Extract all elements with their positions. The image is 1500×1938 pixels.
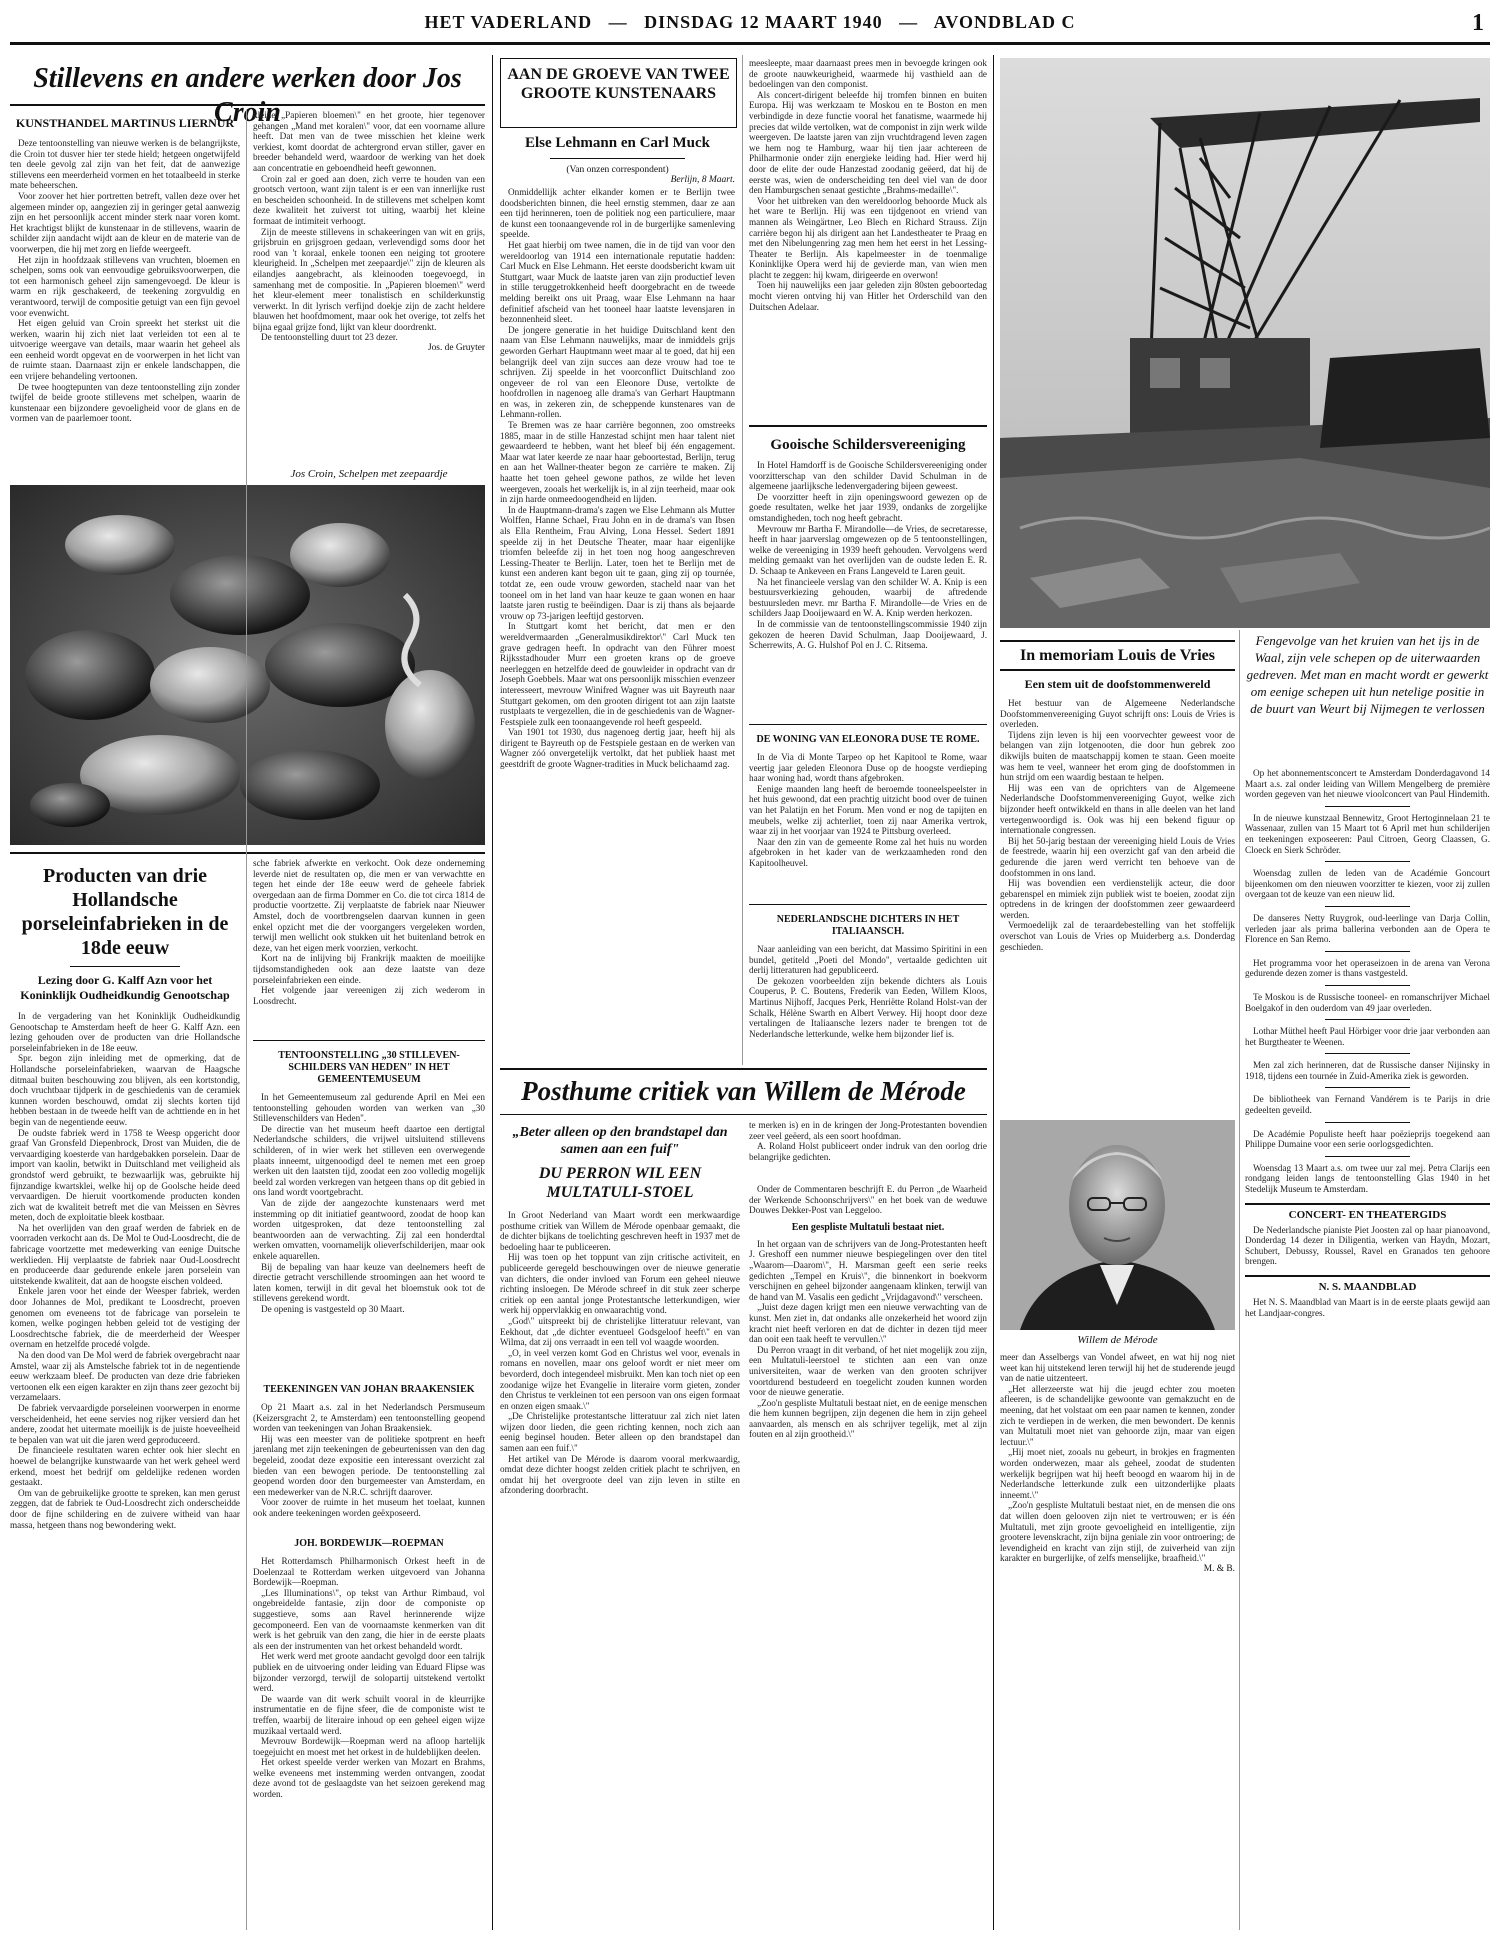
croin-closing: De tentoonstelling duurt tot 23 dezer. xyxy=(261,332,398,343)
maandblad-text: Het N. S. Maandblad van Maart is in de eerste plaats gewijd aan het Landjaar-congres. xyxy=(1245,1297,1490,1318)
divider xyxy=(749,904,987,905)
merode-portrait-image xyxy=(1000,1120,1235,1330)
shells-still-life-photo xyxy=(10,485,485,845)
duse-article: DE WONING VAN ELEONORA DUSE TE ROME. In de Via di Monte Tarpeo op het Kapitool te Rome, waar veertig jaar geleden Eleonora Duse op de hoogste verdieping haar woning had, wordt thans afgebroken. Eenige maanden lang heeft de beroemde tooneelspeelster in het huis gewoond, dat een prachtig uitzicht bood over de tuinen van het Palatijn en het Forum. Men vond er nog de tapijten en meubels, welke zij achterliet, toen zij naar Amerika vertrok, waar zij in het voorjaar van 1924 te Pittsburg overleed. Naar den zin van de gemeente Rome zal het huis nu worden afgebroken in het kader van de werkzaamheden rond den Kapitoolheuvel. xyxy=(749,734,987,868)
groeve-dateline: Berlijn, 8 Maart. xyxy=(670,175,735,185)
crane-caption: Fengevolge van het kruien van het ijs in de Waal, zijn vele schepen op de uiterwaarden gedreven. Met man en macht wordt er gewerkt om eenige schepen uit hun netelige positie in de buurt van Weurt bij Nijmegen te verlossen xyxy=(1246,633,1489,716)
braakensiek-lead: Op 21 Maart a.s. zal in het Nederlandsch Persmuseum (Keizersgracht 2, te Amsterdam) een tentoonstelling geopend worden van teekeningen van Johan Braakensiek. xyxy=(253,1402,485,1434)
croin-column-2: kleine „Papieren bloemen\" en het groote, hier tegenover gehangen „Mand met koralen\" voor, dat een voorname allure heeft. Dat men van de twee misschien het kleine werk verkiest, komt doordat de achtergrond ervan stiller, gaver en breeder behandeld werd, waardoor de werking van het doek aan concentratie en geboendheid heeft gewonnen. Croin zal er goed aan doen, zich verre te houden van een grootsch vertoon, want zijn talent is er een van innerlijke rust en bescheiden schoonheid. In de stillevens met schelpen komt deze kwaliteit het zuiverst tot uiting, waarbij het kleine formaat de intimiteit verhoogt. Zijn de meeste stillevens in schakeeringen van wit en grijs, grijsbruin en grijsgroen gedaan, verlevendigd soms door het rood van 't koraal, enkele toonen een neiging tot grootere kleurigheid. In „Schelpen met zeepaardje\" zijn de kleuren als eilandjes aangebracht, als kleinooden toegevoegd, in samenhang met de compositie. In „Papieren bloemen\" werd het kleur-element meer tonalistisch en schilderkunstig verwerkt. In dit lyrisch verfijnd doekje zijn de zacht heldere blauwen het hoofdmoment, maar ook het overige, tot zelfs het bijna egaal grijze fond, lijkt van kleur doordrenkt. De tentoonstelling duurt tot 23 dezer. Jos. de Gruyter xyxy=(253,110,485,354)
vries-para2: Vermoedelijk zal de teraardebestelling van het stoffelijk overschot van Louis de Vries op Muiderberg a.s. Donderdag geschieden. xyxy=(1000,920,1235,952)
vries-subhead: Een stem uit de doofstommenwereld xyxy=(1024,677,1211,691)
gemeentemuseum-article: TENTOONSTELLING „30 STILLEVEN-SCHILDERS VAN HEDEN" IN HET GEMEENTEMUSEUM In het Gemeentemuseum zal gedurende April en Mei een tentoonstelling gehouden worden van werken van „30 Stillevenschilders van Heden". De directie van het museum heeft daartoe een dertigtal Nederlandsche schilders, die vrijwel uitsluitend stillevens schilderen, of in wier werk het stilleven een overwegende plaats inneemt, uitgenoodigd deel te nemen met een groep werken uit den laatsten tijd, zoodat een zoo volledig mogelijk beeld zal worden verkregen van hetgeen thans op dit gebied in ons land wordt voortgebracht. Van de zijde der aangezochte kunstenaars werd met instemming op dit initiatief geantwoord, zoodat de hoop kan worden uitgesproken, dat deze tentoonstelling zal beantwoorden aan de verwachting. Zij zal een honderdtal werken omvatten, voornamelijk olieverfschilderijen, maar ook enkele aquarellen. Bij de bepaling van haar keuze van deelnemers heeft de directie getracht verschillende stroomingen aan het woord te laten komen, terwijl in dit geval het bloemstuk ook tot de stillevens gerekend wordt. De opening is vastgesteld op 30 Maart. xyxy=(253,1050,485,1314)
gooische-lead: In Hotel Hamdorff is de Gooische Schildersvereeniging onder voorzitterschap van den schilder David Schulman in de algemeene jaarlijksche ledenvergadering bijeen geweest. xyxy=(749,460,987,492)
bordewijk-lead: Het Rotterdamsch Philharmonisch Orkest heeft in de Doelenzaal te Rotterdam werken uitgevoerd van Johanna Bordewijk—Roepman. xyxy=(253,1556,485,1588)
posthume-quote: „Beter alleen op den brandstapel dan samen aan een fuif" xyxy=(512,1125,728,1157)
duse-lead: In de Via di Monte Tarpeo op het Kapitool te Rome, waar veertig jaar geleden Eleonora Duse op de hoogste verdieping haar woning had, wordt thans afgebroken. xyxy=(749,752,987,784)
news-muthel: Lothar Müthel heeft Paul Hörbiger voor drie jaar verbonden aan het Burgtheater te Weenen. xyxy=(1245,1026,1490,1047)
porcelain-headline: Producten van drie Hollandsche porseleinfabrieken in de 18de eeuw xyxy=(21,865,229,959)
column-rule xyxy=(742,55,743,1065)
gemeentemuseum-lead: In het Gemeentemuseum zal gedurende April en Mei een tentoonstelling gehouden worden van werken van „30 Stillevenschilders van Heden". xyxy=(253,1092,485,1124)
posthume-signature: M. & B. xyxy=(1203,1563,1235,1574)
porcelain-lead: In de vergadering van het Koninklijk Oudheidkundig Genootschap te Amsterdam heeft de heer G. Kalff Azn. een lezing gehouden over de producten van drie Hollandsche porseleinfabrieken in de 18e eeuw. xyxy=(10,1011,240,1053)
column-rule xyxy=(492,55,493,1930)
croin-lead: Deze tentoonstelling van nieuwe werken is de belangrijkste, die Croin tot dusver hier ter stede hield; hetgeen ongetwijfeld ten deele gevolg zal zijn van het feit, dat de aanwezige stillevens een meerderheid vormen en het totaalbeeld in sterke mate beheerschen. xyxy=(10,138,240,191)
divider xyxy=(10,104,485,106)
news-clarijs: Woensdag 13 Maart a.s. om twee uur zal mej. Petra Clarijs een rondgang leiden langs de tentoonstelling Glas 1940 in het Stedelijk Museum te Amsterdam. xyxy=(1245,1162,1490,1195)
vries-lead: Het bestuur van de Algemeene Nederlandsche Doofstommenvereeniging Guyot schrijft ons: Louis de Vries is overleden. xyxy=(1000,698,1235,730)
gemeentemuseum-head: TENTOONSTELLING „30 STILLEVEN-SCHILDERS VAN HEDEN" IN HET GEMEENTEMUSEUM xyxy=(278,1050,460,1085)
shells-image xyxy=(10,485,485,845)
dichters-article: NEDERLANDSCHE DICHTERS IN HET ITALIAANSCH. Naar aanleiding van een bericht, dat Massimo Spiritini in een bundel, getiteld „Poeti del Mondo", vertaalde gedichten uit derlij litteraturen had gepubliceerd. De gekozen voorbeelden zijn bekende dichters als Louis Couperus, P. C. Boutens, Frederik van Eeden, Willem Kloos, Martinus Nijhoff, Jacques Perk, Henriëtte Roland Holst-van der Schalk, Hélène Swarth en Albert Verwey. Hij hoopt door deze vertalingen de Italiaansche lezers nader te brengen tot de Nederlandsche letterkunde, welke hem bijzonder lief is. xyxy=(749,914,987,1039)
porcelain-subhead: Lezing door G. Kalff Azn voor het Koninklijk Oudheidkundig Genootschap xyxy=(20,973,230,1002)
posthume-headline: Posthume critiek van Willem de Mérode xyxy=(521,1076,966,1106)
divider xyxy=(500,1068,987,1070)
croin-photo-caption: Jos Croin, Schelpen met zeepaardje xyxy=(290,468,448,480)
croin-subhead: KUNSTHANDEL MARTINUS LIERNUR xyxy=(15,116,235,130)
posthume-column-2-top: te merken is) en in de kringen der Jong-Protestanten bovendien zeer veel geëerd, als een soort hoofdman. A. Roland Holst publiceert onder indruk van den oorlog drie belangrijke gedichten. xyxy=(749,1120,987,1162)
gooische-article: Gooische Schildersvereeniging In Hotel Hamdorff is de Gooische Schildersvereeniging onder voorzitterschap van den schilder David Schulman in de algemeene jaarlijksche ledenvergadering bijeen geweest. De voorzitter heeft in zijn openingswoord gewezen op de goede resultaten, welke het jaar 1939, ondanks de zorgelijke omstandigheden, toch nog heeft gebracht. Mevrouw mr Bartha F. Mirandolle—de Vries, de secretaresse, heeft in haar jaarverslag omgewezen op de 5 tentoonstellingen, welke de vereeniging in 1939 heeft gehouden. Vervolgens werd melding gemaakt van het overlijden van de oudste leden E. R. D. Schaap te Ankeveen en Frans Langeveld te Laren geuit. Na het financieele verslag van den schilder W. A. Knip is een bestuursverkiezing gehouden, waarbij de aftredende bestuursleden mevr. mr Bartha F. Mirandolle—de Vries en de schilders Jaap Dooijewaard en W. A. Knip werden herkozen. In de commissie van de tentoonstellingscommissie 1940 zijn gekozen de heeren David Schulman, Jaap Dooijewaard, J. Scherrewits, A. G. Hulshof Pol en J. C. Ritsema. xyxy=(749,437,987,651)
divider xyxy=(749,724,987,725)
crane-image xyxy=(1000,58,1490,628)
masthead-rule xyxy=(10,42,1490,45)
groeve-headline-box xyxy=(500,58,737,128)
posthume-subhead: DU PERRON WIL EEN MULTATULI-STOEL xyxy=(538,1165,702,1201)
dichters-lead: Naar aanleiding van een bericht, dat Massimo Spiritini in een bundel, getiteld „Poeti del Mondo", vertaalde gedichten uit derlij litteraturen had gepubliceerd. xyxy=(749,944,987,976)
masthead-line xyxy=(10,12,1490,33)
news-nijinsky: Men zal zich herinneren, dat de Russische danser Nijinsky in 1918, tijdens een tournée in Zuid-Amerika ziek is geworden. xyxy=(1245,1060,1490,1081)
posthume-lead: In Groot Nederland van Maart wordt een merkwaardige posthume critiek van Willem de Mérode openbaar gemaakt, die de dichter bijkans de toelichting geschreven heeft in 1937 met de bedoeling haar te publiceeren. xyxy=(500,1210,740,1252)
news-verona: Het programma voor het operaseizoen in de arena van Verona gedurende dezen zomer is thans vastgesteld. xyxy=(1245,957,1490,979)
news-moskou: Te Moskou is de Russische tooneel- en romanschrijver Michael Boelgakof in den ouderdom van 49 jaar overleden. xyxy=(1245,991,1490,1013)
merode-caption: Willem de Mérode xyxy=(1077,1334,1158,1346)
edition: AVONDBLAD C xyxy=(933,12,1076,32)
braakensiek-article: TEEKENINGEN VAN JOHAN BRAAKENSIEK Op 21 Maart a.s. zal in het Nederlandsch Persmuseum (Keizersgracht 2, te Amsterdam) een tentoonstelling geopend worden van teekeningen van Johan Braakensiek. Hij was een meester van de politieke spotprent en heeft jarenlang met zijn teekeningen de gebeurtenissen van den dag begeleid, zoodat deze expositie een interessant overzicht zal bieden van een bewogen periode. De tentoonstelling zal geopend worden door den burgemeester van Amsterdam, en een medewerker van de N.R.C. schrijft daarover. Voor zoover de ruimte in het museum het toelaat, kunnen ook andere teekeningen worden geëxposeerd. xyxy=(253,1384,485,1518)
porcelain-continued: sche fabriek afwerkte en verkocht. Ook deze onderneming leverde niet de resultaten op, die men er van verwachtte en tegen het einde der 18e eeuw werd de geheele fabriek overgedaan aan de firma Dommer en Co. die tot circa 1814 de productie voortzette. Zij verplaatste de fabriek naar Nieuwer Amstel, doch de voortbrengselen daarvan kunnen in geen enkel opzicht met die der voorgangers vergeleken worden, terwijl men wellicht ook stukken uit het buitenland betrok en deze, van het eigen merk voorzien, verkocht. Kort na de inlijving bij Frankrijk maakten de moeilijke tijdsomstandigheden ook aan deze laatste van deze porseleinfabrieken een einde. Het volgende jaar vereenigen zij zich wederom in Loosdrecht. xyxy=(253,858,485,1006)
news-concert: Op het abonnementsconcert te Amsterdam Donderdagavond 14 Maart a.s. zal onder leiding van Willem Mengelberg de première worden gegeven van het nieuwe vioolconcert van Paul Hindemith. xyxy=(1245,768,1490,800)
posthume-heading-2: Een gespliste Multatuli bestaat niet. xyxy=(791,1221,945,1233)
gemeentemuseum-closing: De opening is vastgesteld op 30 Maart. xyxy=(261,1303,405,1314)
divider xyxy=(500,1114,987,1115)
divider xyxy=(253,1040,485,1041)
groeve-byline: (Van onzen correspondent) xyxy=(566,165,669,175)
crane-photo xyxy=(1000,58,1490,628)
groeve-lead: Onmiddellijk achter elkander komen er te Berlijn twee doodsberichten binnen, die heel ernstig stemmen, daar ze aan een tijd herinneren, toen de politiek nog een particuliere, maar de kunst een toonaangevende rol in de burgerlijke samenleving speelde. xyxy=(500,187,735,240)
groeve-article: Else Lehmann en Carl Muck (Van onzen correspondent) Berlijn, 8 Maart. Onmiddellijk achter elkander komen er te Berlijn twee doodsberichten binnen, die heel ernstig stemmen, daar ze aan een tijd herinneren, toen de politiek nog een particuliere, maar de kunst een toonaangevende rol in de burgerlijke samenleving speelde. Het gaat hierbij om twee namen, die in de tijd van voor den wereldoorlog van 1914 een internationale reputatie hadden: Carl Muck en Else Lehmann. Het eerste doodsbericht kwam uit Stuttgart, waar Muck de laatste jaren van zijn productief leven in stille teruggetrokkenheid heeft doorgebracht en de tweede melding bereikt ons uit Praag, waar Else Lehmann na haar definitief afscheid van het tooneel haar laatste levensjaren in bezonnenheid sleet. De jongere generatie in het huidige Duitschland kent den naam van Else Lehmann nauwelijks, maar de inmiddels grijs geworden Gerhart Hauptmann weet maar al te goed, dat hij een belangrijk deel van zijn succes aan deze vrouw had toe te schrijven. Zij speelde in het voorconflict Duitschland zoo ongeveer de rol van een Eleonore Duse, vertolkte de hoofdrollen in nagenoeg alle drama's van Gerhart Hauptmann en was, in zekeren zin, de scheppende kunstenares van de Lehmann-rollen. Te Bremen was ze haar carrière begonnen, zoo omstreeks 1885, maar in de stille Hanzestad schijnt men haar talent niet gewaardeerd te hebben, want het bleef bij één engagement. Maar wat later keerde ze naar haar geboortestad, Berlijn, terug en aan het Wallner-theater begon ze carrière te maken. Zij haatte het toen geheel gewone pathos, ze wilde het leven weergeven, zooals het werkelijk is, in al zijn teerheid, maar ook in zijn harde onmeedoogendheid en lijden. In de Hauptmann-drama's zagen we Else Lehmann als Mutter Wolffen, Hanne Schael, Frau John en in de drama's van Ibsen als Ella Rentheim, Frau Alving, Lona Hessel. Sedert 1891 speelde zij in het Deutsche Theater, maar haar eigenlijke triomfen beleefde zij in het toen nog hoog aangeschreven Lessing-Theater te Berlijn. Later, toen het te Berlijn met de kunst een anderen kant begon uit te gaan, ging zij op tournée, totdat ze, een oude vrouw geworden, stacheld naar van het tooneel om in het land van haar keuze te gaan wonen en haar laatste jaren rustig te beëindigen. Daar is zij thans als bejaarde vrouw op 73-jarigen leeftijd gestorven. In Stuttgart komt het bericht, dat men er den wereldvermaarden „Generalmusikdirektor\" Carl Muck ten grave gedragen heeft. In opdracht van den Führer moest Rijksstadhouder Murr een groeten krans op de groeve neerleggen en hetzelfde deed de gouwleider in opdracht van dr Joseph Goebbels. Maar wat ons persoonlijk misschien evenzeer interesseert, mevrouw Winifred Wagner was uit Bayreuth naar Stuttgart gekomen, om den grooten dirigent tot aan zijn laatste rustplaats te vergezellen, die in de geschiedenis van de Wagner-Festspiele zulk een toonaangevende rol heeft gespeeld. Van 1901 tot 1930, dus nagenoeg dertig jaar, heeft hij als dirigent te Bayreuth op de Festspiele gestaan en de werken van Wagner zóó onvergetelijk vertolkt, dat het publiek haast met geestdrift de groote Wagner-tradities in Muck belichaamd zag. xyxy=(500,135,735,770)
posthume-headline-block xyxy=(500,1074,987,1110)
gooische-headline: Gooische Schildersvereeniging xyxy=(770,437,966,453)
divider xyxy=(749,425,987,427)
muck-lead: meesleepte, maar daarnaast prees men in bevoegde kringen ook de groote nauwkeurigheid, waarmede hij vasthield aan de bedoelingen van den componist. xyxy=(749,58,987,90)
issue-date: DINSDAG 12 MAART 1940 xyxy=(644,12,883,32)
dichters-head: NEDERLANDSCHE DICHTERS IN HET ITALIAANSCH. xyxy=(776,914,960,937)
posthume-column-1: „Beter alleen op den brandstapel dan samen aan een fuif" DU PERRON WIL EEN MULTATULI-STOEL In Groot Nederland van Maart wordt een merkwaardige posthume critiek van Willem de Mérode openbaar gemaakt, die de dichter bijkans de toelichting geschreven heeft in 1937 met de bedoeling haar te publiceeren. Hij was toen op het toppunt van zijn critische activiteit, en publiceerde geregeld beschouwingen over de nieuwe generatie van dichters, die onder invloed van Forum een geheel nieuwe richting insloegen. De Mérode schreef in dit stuk zeer scherpe critiek op een aantal jonge Protestantsche letterkundigen, wier werk hij oppervlakkig en onwaarachtig vond. „God\" uitspreekt bij de christelijke litteratuur relevant, van Eekhout, dat „de dichter eventueel Godsgeloof heeft\" en van Wilma, dat zij ons verraadt in een tell vol waagde woorden. „O, in veel verzen komt God en Christus wel voor, evenals in romans en novellen, maar ons geloof wordt er niet meer om bevorderd, doch integendeel misbruikt. Men kan toch niet op een zoodanige wijze het Evangelie in literaire vorm gieten, zonder den Christus te verkleinen tot een persoon van ons eigen formaat en onzen eigen smaak.\" „De Christelijke protestantsche litteratuur zal zich niet laten wijzen door lieden, die geen richting kennen, noch zich aan eenig beginsel houden. Beter alleen op den brandstapel dan samen aan een fuif.\" Het artikel van De Mérode is daarom vooral merkwaardig, omdat deze dichter hoogst zelden critiek placht te schrijven, en omdat hij het overgroote deel van zijn leven in stilte en afzondering doorbracht. xyxy=(500,1125,740,1496)
masthead xyxy=(10,6,1490,46)
crane-caption-block xyxy=(1245,632,1490,762)
posthume-column-3: meer dan Asselbergs van Vondel afweet, en wat hij nog niet weet kan hij uitstekend leren terwijl hij het de studerende jeugd van de natie uitzenteert. „Het allerzeerste wat hij die jeugd echter zou moeten afleeren, is de schandelijke gewoonte van gemakzucht en de meening, dat het volstaat om een paar namen te kennen, zonder zich te verdiepen in de werken, die men bewondert. De kennis van Multatuli moet niet van gehoorde zijn, maar van eigen lectuur.\" „Hij moet niet, zooals nu gebeurt, in brokjes en fragmenten worden onderwezen, maar als geheel, zoodat de studenten werkelijk begrijpen wat hij heeft beoogd en waarom hij in de Nederlandsche letterkunde zulk een uitzonderlijke plaats inneemt.\" „Zoo'n gespliste Multatuli bestaat niet, en de mensen die ons dat willen doen gelooven zijn niet te vertrouwen; er is één Multatuli, met zijn groote gevoeligheid en intelligentie, zijn grootere levenskracht, zijn bijna geniale zin voor ontroering; de levendigheid en kracht van zijn stijl, de zuiverheid van zijn karakter en burgerlijke, of zelfs menselijke, braafheid.\" M. & B. xyxy=(1000,1352,1235,1574)
merode-portrait xyxy=(1000,1120,1235,1330)
news-bennewitz: In de nieuwe kunstzaal Bennewitz, Groot Hertoginnelaan 21 te Wassenaar, zullen van 15 Maart tot 6 April met hun schilderijen en teekeningen exposeeren: Paul Citroen, Georg Claassen, G. Cloeck en Sierk Schröder. xyxy=(1245,812,1490,855)
croin-column-1: KUNSTHANDEL MARTINUS LIERNUR Deze tentoonstelling van nieuwe werken is de belangrijkste, die Croin tot dusver hier ter stede hield; hetgeen ongetwijfeld ten deele gevolg zal zijn van het feit, dat de aanwezige stillevens een meerderheid vormen en het totaalbeeld in sterke mate beheerschen. Voor zoover het hier portretten betreft, vallen deze over het algemeen minder op, aangezien zij in geringer getal aanwezig zijn en het persoonlijk accent minder sterk naar voren komt. Het krachtigst blijkt de kunstenaar in de stillevens, waarin de schilder zijn aandacht wijdt aan de kleur en de materie van de voorwerpen, die hij met zorg en liefde weergeeft. Het zijn in hoofdzaak stillevens van vruchten, bloemen en schelpen, soms ook van eenvoudige gebruiksvoorwerpen, die tot een harmonisch geheel zijn samengevoegd. De kleur is warm en rijk geschakeerd, de teekening zorgvuldig en verantwoord, terwijl de compositie getuigt van een fijn gevoel voor evenwicht. Het eigen geluid van Croin spreekt het sterkst uit die werken, waarin hij zich niet laat verleiden tot een al te uitvoerige weergave van details, maar waarin het geheel als een eenheid wordt opgevat en de voorwerpen in het licht van de ruimte staan. Daarnaast zijn er enkele landschappen, die een vrijere behandeling vertoonen. De twee hoogtepunten van deze tentoonstelling zijn zonder twijfel de beide groote stillevens met schelpen, waarin de kunstenaar een bijzondere gevoeligheid voor de glans en de vormen van de paarlemoer toont. xyxy=(10,116,240,424)
porcelain-article: Producten van drie Hollandsche porseleinfabrieken in de 18de eeuw Lezing door G. Kalff Azn voor het Koninklijk Oudheidkundig Genootschap In de vergadering van het Koninklijk Oudheidkundig Genootschap te Amsterdam heeft de heer G. Kalff Azn. een lezing gehouden over de producten van drie Hollandsche porseleinfabrieken in de 18e eeuw. Spr. begon zijn inleiding met de opmerking, dat de Hollandsche porseleinfabrieken, waarvan de Haagsche ditmaal buiten beschouwing zou blijven, als een kortstondig, doch vruchtbaar tijdperk in de geschiedenis van de ceramiek kunnen worden beschouwd, omdat zij slechts korten tijd hebben bestaan in de tweede helft van de achttiende en in het begin van de negentiende eeuw. De oudste fabriek werd in 1758 te Weesp opgericht door graaf Van Gronsfeld Diepenbrock, Drost van Muiden, die de vervaardiging koesterde van hardgebakken porselein. Daar de import van kaolin, betwikt in Duitschland met veiligheid als grondstof werd gebruikt, te bezwaarlijk was, gebruikte hij fijnzandige kwartsklei, welke hij op de Goolsche heide deed vervaardigen. De hieruit voortkomende producten konden zich wat de kwaliteit betreft met die van Meissen en Sèvres meten, doch de exploitatie bleek kostbaar. Na het overlijden van den graaf werden de fabriek en de voorraden verkocht aan ds. De Mol te Oud-Loosdrecht, die de fabricage voortzette met medewerking van eenige Duitsche werklieden. Hij verplaatste de fabriek naar Oud-Loosdrecht en produceerde daar gedurende enkele jaren porselein van uitstekende kwaliteit, dat aan de hoogste eischen voldeed. Enkele jaren voor het einde der Weesper fabriek, werden door Johannes de Mol, predikant te Loosdrecht, proeven genomen om eveneens tot de fabricage van porselein te komen, welke pogingen hebben geleid tot de vestiging der Loosdrechtsche fabriek, die de meerderheid der Weesper overnam en hetzelfde procedé volgde. Na den dood van De Mol werd de fabriek overgebracht naar Amstel, waar zij als Amstelsche fabriek tot in de negentiende eeuw werkzaam bleef. De producten van deze drie fabrieken vertoonen elk een eigen karakter en zijn thans zeer gezocht bij verzamelaars. De fabriek vervaardigde porseleinen voorwerpen in enorme verscheidenheid, het eene servies nog rijker versierd dan het andere, zoodat het uitermate moeilijk is de juiste hoeveelheid te bepalen van wat uit die jaren werd geproduceerd. De financieele resultaten waren echter ook hier slecht en hoewel de belangrijke kunstwaarde van het werk geheel werd erkend, moest het bedrijf om geldelijke redenen worden gestaakt. Om van de gebruikelijke grootte te spreken, kan men gerust zeggen, dat de fabriek te Oud-Loosdrecht zich onderscheidde door de fijne schildering en de zuivere witheid van haar massa, hetgeen thans nog bewondering wekt. xyxy=(10,865,240,1530)
news-goncourt: Woensdag zullen de leden van de Académie Goncourt bijeenkomen om den nieuwen voorzitter te kiezen, voor zij zullen overgaan tot de keuze van een nieuw lid. xyxy=(1245,868,1490,900)
concerts-head: CONCERT- EN THEATERGIDS xyxy=(1288,1208,1447,1221)
concerts-text: De Nederlandsche pianiste Piet Joosten zal op haar pianoavond, Donderdag 14 dezer in Diligentia, werken van Haydn, Mozart, Schubert, Debussy, Roussel, Ravel en Granados ten gehoore brengen. xyxy=(1245,1224,1490,1267)
news-populiste: De Académie Populiste heeft haar poëzieprijs toegekend aan Philippe Dumaine voor een serie oorlogsgedichten. xyxy=(1245,1128,1490,1150)
vries-article: In memoriam Louis de Vries Een stem uit de doofstommenwereld Het bestuur van de Algemeene Nederlandsche Doofstommenvereeniging Guyot schrijft ons: Louis de Vries is overleden. Tijdens zijn leven is hij een voorvechter geweest voor de belangen van zijn lotgenooten, die door hun gebrek zoo dikwijls buiten de maatschappij komen te staan. Geen moeite was hem te veel, wanneer het erom ging de doofstommen in hun strijd om een waardig bestaan te helpen. Hij was een van de oprichters van de Algemeene Nederlandsche Doofstommenvereeniging Guyot, welke zich bijzonder heeft ontwikkeld en thans in alle deelen van het land vertegenwoordigd is. Ook was hij een bekend figuur op internationale congressen. Bij het 50-jarig bestaan der vereeniging hield Louis de Vries de feestrede, waarin hij een overzicht gaf van den arbeid die gedurende die jaren werd verricht ten behoeve van de doofstommen in ons land. Hij was bovendien een verdienstelijk acteur, die door gebarenspel en mimiek zijn publiek wist te boeien, zoodat zijn optredens in de kringen der doofstommen zeer gewaardeerd werden. Vermoedelijk zal de teraardebestelling van het stoffelijk overschot van Louis de Vries op Muiderberg a.s. Donderdag geschieden. xyxy=(1000,640,1235,1110)
groeve-subhead: Else Lehmann en Carl Muck xyxy=(524,135,710,151)
news-vandereem: De bibliotheek van Fernand Vandérem is te Parijs in drie gedeelten geveild. xyxy=(1245,1094,1490,1116)
posthume-column-2: Onder de Commentaren beschrijft E. du Perron „de Waarheid der Werkende Schoonschrijvers\" en het boek van de weduwe Douwes Dekker-Post van Leggeloo. Een gespliste Multatuli bestaat niet. In het orgaan van de schrijvers van de Jong-Protestanten heeft J. Greshoff een nummer nieuwe bespiegelingen over den titel „Waarom—Daarom\", H. Marsman geeft een serie reeks gedichten „Tempel en Kruis\", die binnenkort in boekvorm verschijnen en geheel bijzonder aangenaam klinken, terwijl van de hand van M. Vasalis een gedicht „Vrijdagavond\" verscheen. „Juist deze dagen krijgt men een nieuwe verwachting van de kunst. Men ziet in, dat ondanks alle onzekerheid het woord zijn kracht niet heeft verloren en dat de dichter in dezen tijd meer dan ooit een taak heeft te vervullen.\" Du Perron vraagt in dit verband, of het niet mogelijk zou zijn, een Multatuli-leerstoel te stichten aan een van onze universiteiten, waar de werken van den grooten schrijver voortdurend bestudeerd en toegelicht zouden kunnen worden voor de nieuwe generatie. „Zoo'n gespliste Multatuli bestaat niet, en de eenige menschen die hem kunnen begrijpen, zijn degenen die hem in zijn geheel aanvaarden, als mensch en als schrijver tegelijk, met al zijn fouten en al zijn grootheid.\" xyxy=(749,1184,987,1440)
divider xyxy=(10,852,485,854)
vries-headline: In memoriam Louis de Vries xyxy=(1020,647,1215,664)
bordewijk-article: JOH. BORDEWIJK—ROEPMAN Het Rotterdamsch Philharmonisch Orkest heeft in de Doelenzaal te Rotterdam werken uitgevoerd van Johanna Bordewijk—Roepman. „Les Illuminations\", op tekst van Arthur Rimbaud, vol ongebreidelde fantasie, zijn door de componiste op suggestieve, soms aan Ravel herinnerende wijze gecomponeerd. Een van de voornaamste kenmerken van dit werk is het gebruik van den zang, die hier in de eerste plaats als een der instrumenten van het orkest behandeld wordt. Het werk werd met groote aandacht gevolgd door een talrijk publiek en de uitvoering onder leiding van Eduard Flipse was bijzonder verzorgd, terwijl de solopartij uitstekend vertolkt werd. De waarde van dit werk schuilt vooral in de kleurrijke instrumentatie en de fijne sfeer, die de componiste wist te treffen, waarbij de literaire inhoud op een geheel eigen wijze muzikaal vertaald werd. Mevrouw Bordewijk—Roepman werd na afloop hartelijk toegejuicht en moest met het orkest in de huldeblijken deelen. Het orkest speelde verder werken van Mozart en Brahms, welke eveneens met instemming werden ontvangen, zoodat deze avond tot de geslaagdste van het seizoen gerekend mag worden. xyxy=(253,1538,485,1800)
paper-name: HET VADERLAND xyxy=(424,12,593,32)
news-ruygrok: De danseres Netty Ruygrok, oud-leerlinge van Darja Collin, verleden jaar als prima ballerina verbonden aan de Opera te Florence en San Remo. xyxy=(1245,912,1490,945)
bordewijk-head: JOH. BORDEWIJK—ROEPMAN xyxy=(294,1538,444,1549)
braakensiek-head: TEEKENINGEN VAN JOHAN BRAAKENSIEK xyxy=(263,1384,475,1395)
separator: — xyxy=(899,12,919,32)
croin-headline: Stillevens en andere werken door Jos Croin xyxy=(33,63,462,128)
duse-head: DE WONING VAN ELEONORA DUSE TE ROME. xyxy=(756,734,980,745)
column-rule xyxy=(1239,630,1240,1930)
vries-headline-box xyxy=(1000,640,1235,671)
maandblad-head: N. S. MAANDBLAD xyxy=(1318,1281,1417,1293)
groeve-headline: AAN DE GROEVE VAN TWEE GROOTE KUNSTENAARS xyxy=(507,66,730,102)
croin-signature: Jos. de Gruyter xyxy=(427,343,485,354)
separator: — xyxy=(608,12,628,32)
news-column xyxy=(1245,768,1490,1768)
page-number: 1 xyxy=(1472,10,1484,36)
muck-continued: meesleepte, maar daarnaast prees men in bevoegde kringen ook de groote nauwkeurigheid, waarmede hij vasthield aan de bedoelingen van den componist. Als concert-dirigent beleefde hij tromfen binnen en buiten Europa. Hij was werkzaam te Moskou en te Boston en men verbindigde in deze functie vooral het fanatisme, waarmede hij precies dat wilde vertolken, wat de componist in zijn werk wilde weergeven. De laatste jaren van zijn vruchtdragend leven zagen we hem nog te Hamburg, waar hij tien jaar achtereen de Philharmonie onder zijn energieke leiding had. Hier werd hij door de elite der oude Hanzestad zoodanig geëerd, dat hij de eerste was, wien de onderscheiding ten deel viel van de door den Hamburgschen senaat gestichte „Brahms-medaille\". Voor het uitbreken van den wereldoorlog behoorde Muck als het ware te Berlijn. Hij was een tijdgenoot en vriend van mannen als Weingärtner, Leo Blech en Richard Strauss. Zijn carrière begon hij als dirigent aan het Landestheater te Praag en met den Nibelungenring zag men hem het eerst in het Lessing-Theater te Berlijn. Als kapelmeester in de toenmalige Koninklijke Opera werd hij de gevierde man, van wien men placht te zeggen: hij kwam, dirigeerde en overwon! Toen hij nauwelijks een jaar geleden zijn 80sten geboortedag mocht vieren ontving hij van Hitler het Orderschild van den Duitschen Adelaar. xyxy=(749,58,987,312)
column-rule xyxy=(993,55,994,1930)
column-rule xyxy=(246,110,247,1930)
